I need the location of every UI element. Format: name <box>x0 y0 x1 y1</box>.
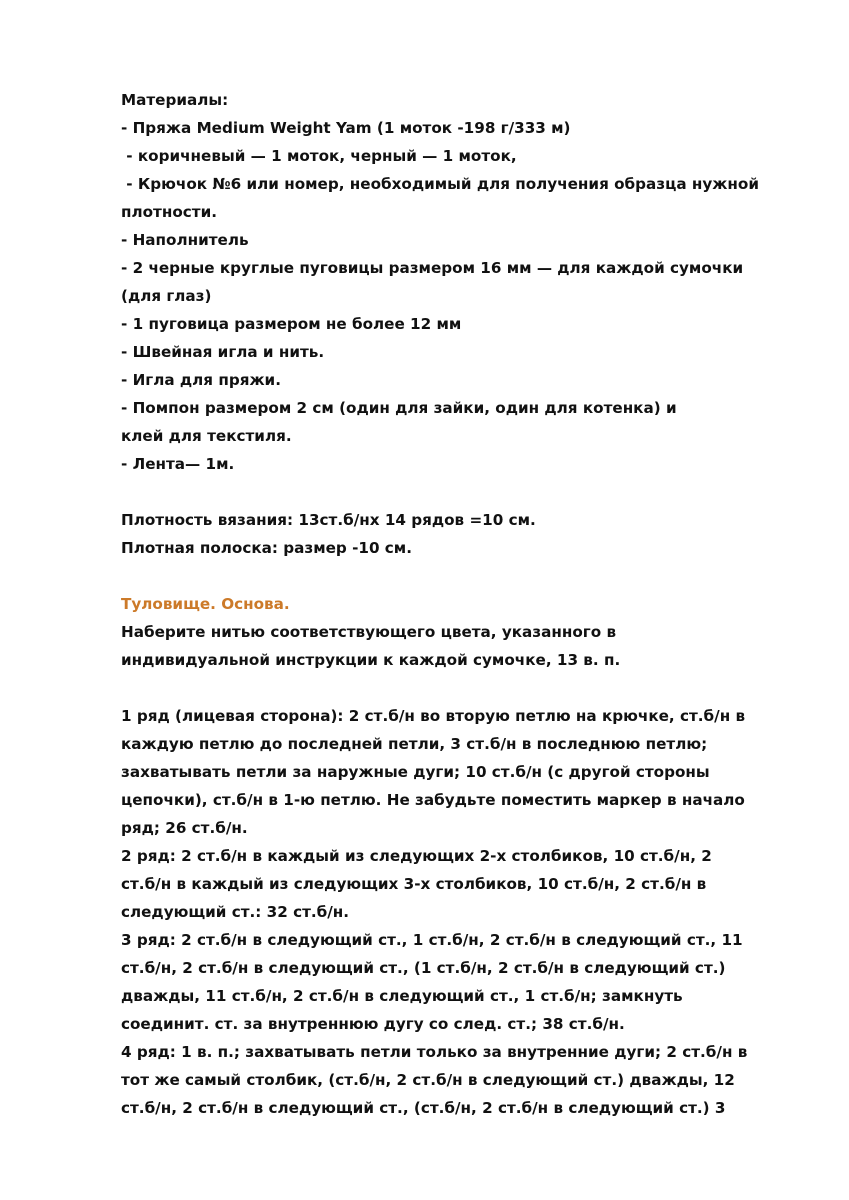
materials-line: - Наполнитель <box>121 231 249 249</box>
row-line: 2 ряд: 2 ст.б/н в каждый из следующих 2-х столбиков, 10 ст.б/н, 2 <box>121 847 712 865</box>
row-line: ряд; 26 ст.б/н. <box>121 819 248 837</box>
materials-line: плотности. <box>121 203 217 221</box>
materials-line: - Игла для пряжи. <box>121 371 281 389</box>
materials-line: - коричневый — 1 моток, черный — 1 моток, <box>121 147 517 165</box>
intro-line: Наберите нитью соответствующего цвета, указанного в <box>121 623 617 641</box>
materials-list <box>121 86 801 478</box>
row-line: тот же самый столбик, (ст.б/н, 2 ст.б/н в следующий ст.) дважды, 12 <box>121 1071 735 1089</box>
row-instructions <box>121 702 801 1122</box>
row-line: дважды, 11 ст.б/н, 2 ст.б/н в следующий ст., 1 ст.б/н; замкнуть <box>121 987 683 1005</box>
row-line: каждую петлю до последней петли, 3 ст.б/н в последнюю петлю; <box>121 735 708 753</box>
materials-line: клей для текстиля. <box>121 427 292 445</box>
gauge-line: Плотная полоска: размер -10 см. <box>121 539 412 557</box>
intro-line: индивидуальной инструкции к каждой сумочке, 13 в. п. <box>121 651 621 669</box>
body-base-section <box>121 590 801 674</box>
gauge-line: Плотность вязания: 13ст.б/нх 14 рядов =10 см. <box>121 511 536 529</box>
row-line: цепочки), ст.б/н в 1-ю петлю. Не забудьте поместить маркер в начало <box>121 791 745 809</box>
row-line: соединит. ст. за внутреннюю дугу со след. ст.; 38 ст.б/н. <box>121 1015 625 1033</box>
materials-line: - Лента— 1м. <box>121 455 235 473</box>
row-line: ст.б/н, 2 ст.б/н в следующий ст., (ст.б/н, 2 ст.б/н в следующий ст.) 3 <box>121 1099 726 1117</box>
materials-title: Материалы: <box>121 91 229 109</box>
row-line: 4 ряд: 1 в. п.; захватывать петли только за внутренние дуги; 2 ст.б/н в <box>121 1043 748 1061</box>
materials-line: - Швейная игла и нить. <box>121 343 325 361</box>
materials-line: - 2 черные круглые пуговицы размером 16 мм — для каждой сумочки <box>121 259 744 277</box>
materials-line: - Крючок №6 или номер, необходимый для получения образца нужной <box>121 175 759 193</box>
materials-line: (для глаз) <box>121 287 212 305</box>
row-line: захватывать петли за наружные дуги; 10 ст.б/н (с другой стороны <box>121 763 710 781</box>
row-line: следующий ст.: 32 ст.б/н. <box>121 903 350 921</box>
materials-line: - Пряжа Medium Weight Yam (1 моток -198 г/333 м) <box>121 119 571 137</box>
row-line: 3 ряд: 2 ст.б/н в следующий ст., 1 ст.б/н, 2 ст.б/н в следующий ст., 11 <box>121 931 743 949</box>
row-line: ст.б/н, 2 ст.б/н в следующий ст., (1 ст.б/н, 2 ст.б/н в следующий ст.) <box>121 959 726 977</box>
materials-line: - 1 пуговица размером не более 12 мм <box>121 315 462 333</box>
section-heading: Туловище. Основа. <box>121 595 290 613</box>
row-line: 1 ряд (лицевая сторона): 2 ст.б/н во вторую петлю на крючке, ст.б/н в <box>121 707 746 725</box>
row-line: ст.б/н в каждый из следующих 3-х столбиков, 10 ст.б/н, 2 ст.б/н в <box>121 875 707 893</box>
gauge-info <box>121 506 801 562</box>
materials-line: - Помпон размером 2 см (один для зайки, один для котенка) и <box>121 399 677 417</box>
